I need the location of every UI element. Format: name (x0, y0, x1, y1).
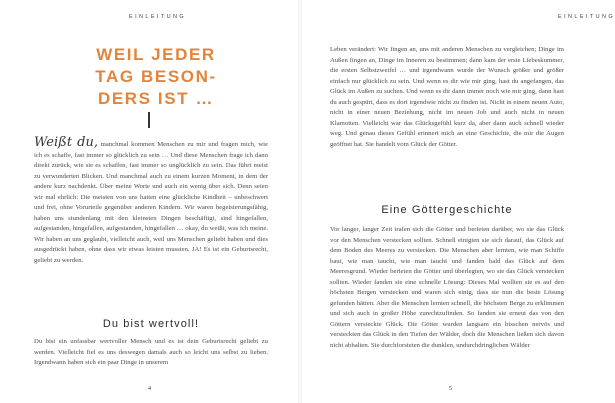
body-text-goettergeschichte: Vor langer, langer Zeit trafen sich die Götter und berieten darüber, wo sie das Glück vor den Menschen verstecken sollten. Schnell einigten sie sich darauf, das Glück auf dem Boden des Meeres zu verstecken. Die Menschen aber lernten, wie man Schiffe baut, wie man taucht, wie man taucht und fanden bald das Glück auf dem Meeresgrund. Wieder berieten die Götter und überlegten, wo sie das Glück verstecken sollten. Wieder fanden sie eine schnelle Lösung: Dieses Mal wollten sie es auf den höchsten Bergen verstecken und waren sich einig, dass sie nun die beste Lösung gefunden hätten. Aber die Menschen lernten schnell, die höchsten Berge zu erklimmen und sich auch in großer Höhe zurechtzufinden. So fanden sie erneut das von den Göttern versteckte Glück. Die Götter wurden langsam ein bisschen nervös und versteckten das Glück in den Tiefen der Wälder, doch die Menschen ließen sich davon nicht abhalten. Sie durchforsteten die dunklen, undurchdringlichen Wälder (330, 226, 564, 350)
body-text-continued: Leben verändert: Wir fingen an, uns mit anderen Menschen zu vergleichen; Dinge im Außen fingen an, Dinge im Inneren zu bestimmen; dann kam der erste Liebeskummer, die ersten Selbstzweifel … und irgendwann wurde der Wunsch größer und größer einfach nur glücklich zu sein. Und wenn es dir wie mir ging, hast du angefangen, das Glück im Außen zu suchen. Und wenn es dir dann immer noch wie mir ging, dann hast du auch gespürt, dass es dort irgendwie nicht zu finden ist. Nicht in einem neuen Auto, nicht in einer neuen Beziehung, nicht im neuen Job und auch nicht in neuen Klamotten. Vielleicht war das Glücksgefühl kurz da, aber dann auch schnell wieder weg. Und genau dieses Gefühl erinnert mich an eine Geschichte, die mir die Augen geöffnet hat. Sie handelt vom Glück der Götter. (330, 46, 564, 148)
intro-script-lead: Weißt du, (34, 135, 98, 150)
page-number-right: 5 (449, 386, 452, 392)
chapter-title: WEIL JEDER TAG BESON- DERS IST … (95, 45, 217, 108)
left-page (0, 0, 300, 403)
title-divider (148, 112, 150, 128)
right-page (300, 0, 615, 403)
intro-paragraph (34, 135, 268, 267)
running-head-left: EINLEITUNG (129, 14, 187, 20)
section-text-wertvoll: Du bist ein unfassbar wertvoller Mensch und es ist dein Geburtsrecht geliebt zu werden. Vielleicht fiel es uns deswegen damals auch so leicht uns selbst zu lieben. Irgendwann haben sich ein paar Dinge in unserem (34, 338, 268, 367)
running-head-right: EINLEITUNG (558, 14, 615, 20)
intro-text: manchmal kommen Menschen zu mir und fragen mich, wie ich es schaffe, fast immer so glücklich zu sein … Und diese Menschen frage ich dann direkt zurück, wie sie es schaffen, fast immer so unglücklich zu sein. Das führt meist zu verwunderten Blicken. Und manchmal auch zu einem kurzen Moment, in dem der andere kurz nachdenkt. Über meine Worte und auch ein wenig über sich. Denn seien wir mal ehrlich: Die meisten von uns hatten eine glückliche Kindheit – unbeschwert und frei, ohne Vorurteile gegenüber anderen Kindern. Wir waren begeisterungsfähig, haben uns stundenlang mit den kleinsten Dingen beschäftigt, sind hingefallen, aufgestanden, hingefallen, aufgestanden, hingefallen … okay, du weißt, was ich meine. Wir haben an uns geglaubt, vielleicht auch, weil uns Menschen geliebt haben und dies ausgedrückt haben, ohne dass wir etwas leisten mussten. JA! Es ist ein Geburtsrecht, geliebt zu werden. (34, 141, 268, 265)
section-heading-goettergeschichte: Eine Göttergeschichte (381, 204, 513, 216)
section-heading-wertvoll: Du bist wertvoll! (102, 318, 200, 330)
page-number-left: 4 (148, 386, 151, 392)
